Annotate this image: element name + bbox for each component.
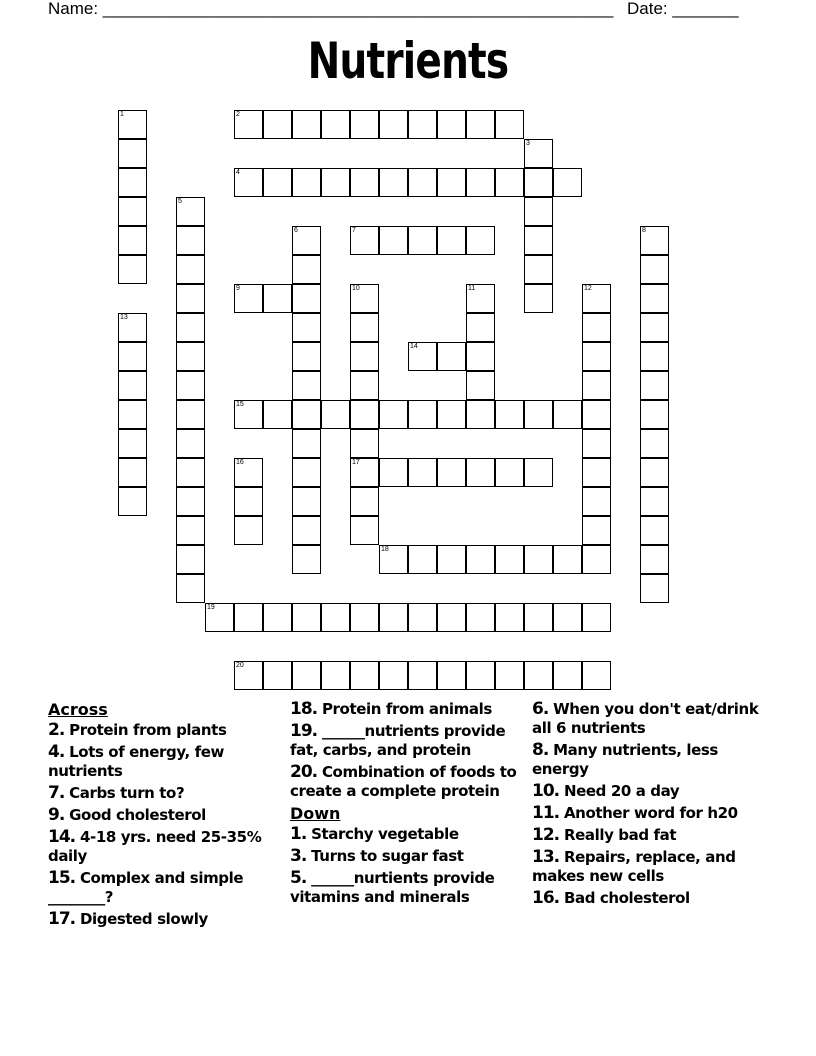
grid-cell[interactable] bbox=[495, 458, 524, 487]
grid-cell[interactable] bbox=[524, 168, 553, 197]
down-clue bbox=[290, 847, 518, 866]
clue-number: 18. bbox=[290, 699, 318, 719]
grid-cell[interactable] bbox=[292, 226, 321, 255]
grid-cell[interactable] bbox=[263, 400, 292, 429]
grid-cell[interactable] bbox=[466, 342, 495, 371]
clue-number: 15. bbox=[48, 868, 76, 888]
grid-cell[interactable] bbox=[321, 603, 350, 632]
grid-cell[interactable] bbox=[582, 487, 611, 516]
grid-cell[interactable] bbox=[640, 284, 669, 313]
grid-cell[interactable] bbox=[118, 371, 147, 400]
grid-cell[interactable] bbox=[350, 110, 379, 139]
grid-cell[interactable] bbox=[524, 197, 553, 226]
grid-cell[interactable] bbox=[176, 342, 205, 371]
across-clue-list-continued bbox=[290, 700, 518, 801]
clue-text: Bad cholesterol bbox=[563, 889, 690, 907]
down-clue bbox=[532, 782, 760, 801]
grid-cell[interactable] bbox=[524, 545, 553, 574]
grid-cell[interactable] bbox=[640, 458, 669, 487]
grid-cell[interactable] bbox=[263, 284, 292, 313]
grid-cell[interactable] bbox=[640, 400, 669, 429]
down-clue bbox=[532, 804, 760, 823]
grid-cell[interactable] bbox=[118, 197, 147, 226]
grid-cell[interactable] bbox=[379, 400, 408, 429]
grid-cell[interactable] bbox=[350, 284, 379, 313]
down-clue bbox=[532, 848, 760, 886]
grid-cell[interactable] bbox=[466, 284, 495, 313]
clue-text: Protein from animals bbox=[321, 700, 492, 718]
grid-cell[interactable] bbox=[640, 429, 669, 458]
grid-cell[interactable] bbox=[466, 545, 495, 574]
cell-number: 2 bbox=[236, 111, 240, 118]
clue-text: ______nurtients provide vitamins and minerals bbox=[290, 869, 495, 906]
grid-cell[interactable] bbox=[640, 545, 669, 574]
grid-cell[interactable] bbox=[466, 110, 495, 139]
grid-cell[interactable] bbox=[640, 342, 669, 371]
grid-cell[interactable] bbox=[437, 661, 466, 690]
clue-text: Digested slowly bbox=[79, 910, 208, 928]
grid-cell[interactable] bbox=[205, 603, 234, 632]
cell-number: 1 bbox=[120, 111, 124, 118]
grid-cell[interactable] bbox=[176, 226, 205, 255]
clue-number: 5. bbox=[290, 868, 307, 888]
clue-number: 20. bbox=[290, 762, 318, 782]
clue-number: 10. bbox=[532, 781, 560, 801]
grid-cell[interactable] bbox=[437, 226, 466, 255]
grid-cell[interactable] bbox=[379, 661, 408, 690]
grid-cell[interactable] bbox=[292, 603, 321, 632]
clue-number: 16. bbox=[532, 888, 560, 908]
clues-column-2 bbox=[290, 700, 518, 910]
grid-cell[interactable] bbox=[292, 487, 321, 516]
grid-cell[interactable] bbox=[292, 110, 321, 139]
grid-cell[interactable] bbox=[640, 313, 669, 342]
grid-cell[interactable] bbox=[118, 168, 147, 197]
grid-cell[interactable] bbox=[292, 458, 321, 487]
cell-number: 10 bbox=[352, 285, 360, 292]
grid-cell[interactable] bbox=[350, 313, 379, 342]
grid-cell[interactable] bbox=[437, 342, 466, 371]
cell-number: 12 bbox=[584, 285, 592, 292]
page-title: Nutrients bbox=[307, 32, 509, 90]
cell-number: 15 bbox=[236, 401, 244, 408]
clue-text: Need 20 a day bbox=[563, 782, 680, 800]
grid-cell[interactable] bbox=[495, 661, 524, 690]
clue-text: Carbs turn to? bbox=[69, 784, 185, 802]
grid-cell[interactable] bbox=[176, 197, 205, 226]
grid-cell[interactable] bbox=[582, 429, 611, 458]
across-heading: Across bbox=[48, 700, 108, 719]
grid-cell[interactable] bbox=[118, 255, 147, 284]
grid-cell[interactable] bbox=[292, 313, 321, 342]
cell-number: 9 bbox=[236, 285, 240, 292]
grid-cell[interactable] bbox=[524, 255, 553, 284]
grid-cell[interactable] bbox=[321, 400, 350, 429]
grid-cell[interactable] bbox=[292, 429, 321, 458]
clue-text: ______nutrients provide fat, carbs, and protein bbox=[290, 722, 506, 759]
grid-cell[interactable] bbox=[292, 284, 321, 313]
grid-cell[interactable] bbox=[524, 284, 553, 313]
grid-cell[interactable] bbox=[408, 226, 437, 255]
grid-cell[interactable] bbox=[350, 226, 379, 255]
clue-number: 8. bbox=[532, 740, 549, 760]
grid-cell[interactable] bbox=[234, 661, 263, 690]
grid-cell[interactable] bbox=[118, 139, 147, 168]
clue-number: 7. bbox=[48, 783, 65, 803]
grid-cell[interactable] bbox=[408, 458, 437, 487]
grid-cell[interactable] bbox=[176, 516, 205, 545]
grid-cell[interactable] bbox=[234, 284, 263, 313]
grid-cell[interactable] bbox=[582, 400, 611, 429]
grid-cell[interactable] bbox=[350, 429, 379, 458]
clue-number: 1. bbox=[290, 824, 307, 844]
grid-cell[interactable] bbox=[553, 661, 582, 690]
clue-text: Really bad fat bbox=[563, 826, 677, 844]
grid-cell[interactable] bbox=[176, 545, 205, 574]
cell-number: 4 bbox=[236, 169, 240, 176]
grid-cell[interactable] bbox=[408, 661, 437, 690]
clue-text: Good cholesterol bbox=[69, 806, 206, 824]
grid-cell[interactable] bbox=[495, 168, 524, 197]
across-clue bbox=[48, 828, 276, 866]
grid-cell[interactable] bbox=[350, 458, 379, 487]
cell-number: 11 bbox=[468, 285, 476, 292]
grid-cell[interactable] bbox=[466, 603, 495, 632]
grid-cell[interactable] bbox=[350, 516, 379, 545]
grid-cell[interactable] bbox=[524, 400, 553, 429]
grid-cell[interactable] bbox=[582, 545, 611, 574]
grid-cell[interactable] bbox=[408, 110, 437, 139]
grid-cell[interactable] bbox=[437, 168, 466, 197]
clue-text: Complex and simple ________? bbox=[48, 869, 244, 906]
across-clue bbox=[48, 806, 276, 825]
grid-cell[interactable] bbox=[176, 313, 205, 342]
grid-cell[interactable] bbox=[118, 226, 147, 255]
clue-number: 2. bbox=[48, 720, 65, 740]
grid-cell[interactable] bbox=[176, 458, 205, 487]
grid-cell[interactable] bbox=[524, 139, 553, 168]
cell-number: 8 bbox=[642, 227, 646, 234]
grid-cell[interactable] bbox=[437, 603, 466, 632]
across-clue bbox=[48, 784, 276, 803]
grid-cell[interactable] bbox=[582, 458, 611, 487]
grid-cell[interactable] bbox=[118, 313, 147, 342]
grid-cell[interactable] bbox=[553, 400, 582, 429]
grid-cell[interactable] bbox=[350, 603, 379, 632]
grid-cell[interactable] bbox=[582, 313, 611, 342]
grid-cell[interactable] bbox=[553, 603, 582, 632]
cell-number: 14 bbox=[410, 343, 418, 350]
grid-cell[interactable] bbox=[408, 603, 437, 632]
across-clue bbox=[290, 700, 518, 719]
across-clue bbox=[290, 763, 518, 801]
clue-text: Protein from plants bbox=[69, 721, 227, 739]
grid-cell[interactable] bbox=[118, 487, 147, 516]
grid-cell[interactable] bbox=[350, 487, 379, 516]
grid-cell[interactable] bbox=[408, 168, 437, 197]
down-clue bbox=[290, 825, 518, 844]
down-clue bbox=[532, 741, 760, 779]
grid-cell[interactable] bbox=[234, 110, 263, 139]
grid-cell[interactable] bbox=[437, 110, 466, 139]
grid-cell[interactable] bbox=[234, 603, 263, 632]
grid-cell[interactable] bbox=[263, 603, 292, 632]
grid-cell[interactable] bbox=[321, 168, 350, 197]
grid-cell[interactable] bbox=[292, 342, 321, 371]
grid-cell[interactable] bbox=[292, 255, 321, 284]
cell-number: 13 bbox=[120, 314, 128, 321]
grid-cell[interactable] bbox=[582, 516, 611, 545]
grid-cell[interactable] bbox=[176, 255, 205, 284]
down-clue bbox=[532, 700, 760, 738]
name-field-label: Name: ______________________________________________________ bbox=[48, 0, 614, 18]
clue-text: When you don't eat/drink all 6 nutrients bbox=[532, 700, 759, 737]
grid-cell[interactable] bbox=[437, 400, 466, 429]
clue-number: 11. bbox=[532, 803, 560, 823]
clues-column-3 bbox=[532, 700, 760, 911]
grid-cell[interactable] bbox=[379, 110, 408, 139]
clue-text: Turns to sugar fast bbox=[311, 847, 464, 865]
grid-cell[interactable] bbox=[437, 545, 466, 574]
clues-column-1 bbox=[48, 700, 276, 932]
grid-cell[interactable] bbox=[176, 429, 205, 458]
grid-cell[interactable] bbox=[118, 110, 147, 139]
down-clue bbox=[532, 889, 760, 908]
grid-cell[interactable] bbox=[466, 168, 495, 197]
grid-cell[interactable] bbox=[292, 371, 321, 400]
cell-number: 7 bbox=[352, 227, 356, 234]
clue-number: 14. bbox=[48, 827, 76, 847]
grid-cell[interactable] bbox=[466, 400, 495, 429]
grid-cell[interactable] bbox=[234, 400, 263, 429]
grid-cell[interactable] bbox=[466, 313, 495, 342]
grid-cell[interactable] bbox=[234, 487, 263, 516]
grid-cell[interactable] bbox=[379, 545, 408, 574]
across-clue-list bbox=[48, 721, 276, 929]
grid-cell[interactable] bbox=[176, 487, 205, 516]
grid-cell[interactable] bbox=[640, 487, 669, 516]
cell-number: 3 bbox=[526, 140, 530, 147]
across-clue bbox=[48, 743, 276, 781]
grid-cell[interactable] bbox=[292, 400, 321, 429]
grid-cell[interactable] bbox=[292, 545, 321, 574]
down-clue bbox=[290, 869, 518, 907]
grid-cell[interactable] bbox=[640, 226, 669, 255]
grid-cell[interactable] bbox=[292, 168, 321, 197]
grid-cell[interactable] bbox=[524, 603, 553, 632]
cell-number: 17 bbox=[352, 459, 360, 466]
cell-number: 5 bbox=[178, 198, 182, 205]
grid-cell[interactable] bbox=[466, 661, 495, 690]
grid-cell[interactable] bbox=[495, 400, 524, 429]
grid-cell[interactable] bbox=[234, 458, 263, 487]
grid-cell[interactable] bbox=[118, 458, 147, 487]
across-clue bbox=[290, 722, 518, 760]
clue-text: Starchy vegetable bbox=[311, 825, 459, 843]
down-clue bbox=[532, 826, 760, 845]
grid-cell[interactable] bbox=[466, 371, 495, 400]
grid-cell[interactable] bbox=[582, 342, 611, 371]
grid-cell[interactable] bbox=[350, 168, 379, 197]
down-clue-list-continued bbox=[532, 700, 760, 908]
grid-cell[interactable] bbox=[263, 168, 292, 197]
grid-cell[interactable] bbox=[553, 545, 582, 574]
grid-cell[interactable] bbox=[234, 516, 263, 545]
grid-cell[interactable] bbox=[640, 574, 669, 603]
grid-cell[interactable] bbox=[640, 516, 669, 545]
cell-number: 19 bbox=[207, 604, 215, 611]
grid-cell[interactable] bbox=[640, 371, 669, 400]
grid-cell[interactable] bbox=[553, 168, 582, 197]
down-heading: Down bbox=[290, 804, 341, 823]
grid-cell[interactable] bbox=[408, 545, 437, 574]
grid-cell[interactable] bbox=[495, 545, 524, 574]
grid-cell[interactable] bbox=[350, 661, 379, 690]
grid-cell[interactable] bbox=[437, 458, 466, 487]
clue-text: Lots of energy, few nutrients bbox=[48, 743, 225, 780]
clue-number: 3. bbox=[290, 846, 307, 866]
clue-text: Combination of foods to create a complete protein bbox=[290, 763, 517, 800]
grid-cell[interactable] bbox=[292, 661, 321, 690]
clue-number: 12. bbox=[532, 825, 560, 845]
clue-number: 13. bbox=[532, 847, 560, 867]
clue-text: Repairs, replace, and makes new cells bbox=[532, 848, 736, 885]
grid-cell[interactable] bbox=[350, 371, 379, 400]
cell-number: 6 bbox=[294, 227, 298, 234]
clue-number: 17. bbox=[48, 909, 76, 929]
down-clue-list bbox=[290, 825, 518, 907]
grid-cell[interactable] bbox=[524, 661, 553, 690]
grid-cell[interactable] bbox=[118, 429, 147, 458]
grid-cell[interactable] bbox=[408, 400, 437, 429]
grid-cell[interactable] bbox=[524, 226, 553, 255]
clue-number: 19. bbox=[290, 721, 318, 741]
clue-text: Another word for h20 bbox=[563, 804, 738, 822]
grid-cell[interactable] bbox=[176, 574, 205, 603]
grid-cell[interactable] bbox=[379, 458, 408, 487]
grid-cell[interactable] bbox=[524, 458, 553, 487]
grid-cell[interactable] bbox=[379, 168, 408, 197]
grid-cell[interactable] bbox=[321, 661, 350, 690]
grid-cell[interactable] bbox=[321, 110, 350, 139]
across-clue bbox=[48, 721, 276, 740]
grid-cell[interactable] bbox=[234, 168, 263, 197]
grid-cell[interactable] bbox=[176, 400, 205, 429]
cell-number: 20 bbox=[236, 662, 244, 669]
cell-number: 18 bbox=[381, 546, 389, 553]
grid-cell[interactable] bbox=[176, 371, 205, 400]
grid-cell[interactable] bbox=[176, 284, 205, 313]
clue-number: 9. bbox=[48, 805, 65, 825]
grid-cell[interactable] bbox=[350, 342, 379, 371]
clue-text: 4-18 yrs. need 25-35% daily bbox=[48, 828, 262, 865]
grid-cell[interactable] bbox=[118, 342, 147, 371]
grid-cell[interactable] bbox=[263, 110, 292, 139]
across-clue bbox=[48, 869, 276, 907]
grid-cell[interactable] bbox=[495, 603, 524, 632]
cell-number: 16 bbox=[236, 459, 244, 466]
grid-cell[interactable] bbox=[582, 371, 611, 400]
grid-cell[interactable] bbox=[350, 400, 379, 429]
clue-text: Many nutrients, less energy bbox=[532, 741, 718, 778]
grid-cell[interactable] bbox=[640, 255, 669, 284]
date-field-label: Date: _______ bbox=[627, 0, 739, 18]
grid-cell[interactable] bbox=[379, 603, 408, 632]
clue-number: 6. bbox=[532, 699, 549, 719]
grid-cell[interactable] bbox=[379, 226, 408, 255]
grid-cell[interactable] bbox=[582, 284, 611, 313]
grid-cell[interactable] bbox=[466, 458, 495, 487]
grid-cell[interactable] bbox=[582, 661, 611, 690]
grid-cell[interactable] bbox=[292, 516, 321, 545]
clue-number: 4. bbox=[48, 742, 65, 762]
grid-cell[interactable] bbox=[408, 342, 437, 371]
grid-cell[interactable] bbox=[263, 661, 292, 690]
grid-cell[interactable] bbox=[495, 110, 524, 139]
across-clue bbox=[48, 910, 276, 929]
grid-cell[interactable] bbox=[582, 603, 611, 632]
grid-cell[interactable] bbox=[466, 226, 495, 255]
grid-cell[interactable] bbox=[118, 400, 147, 429]
